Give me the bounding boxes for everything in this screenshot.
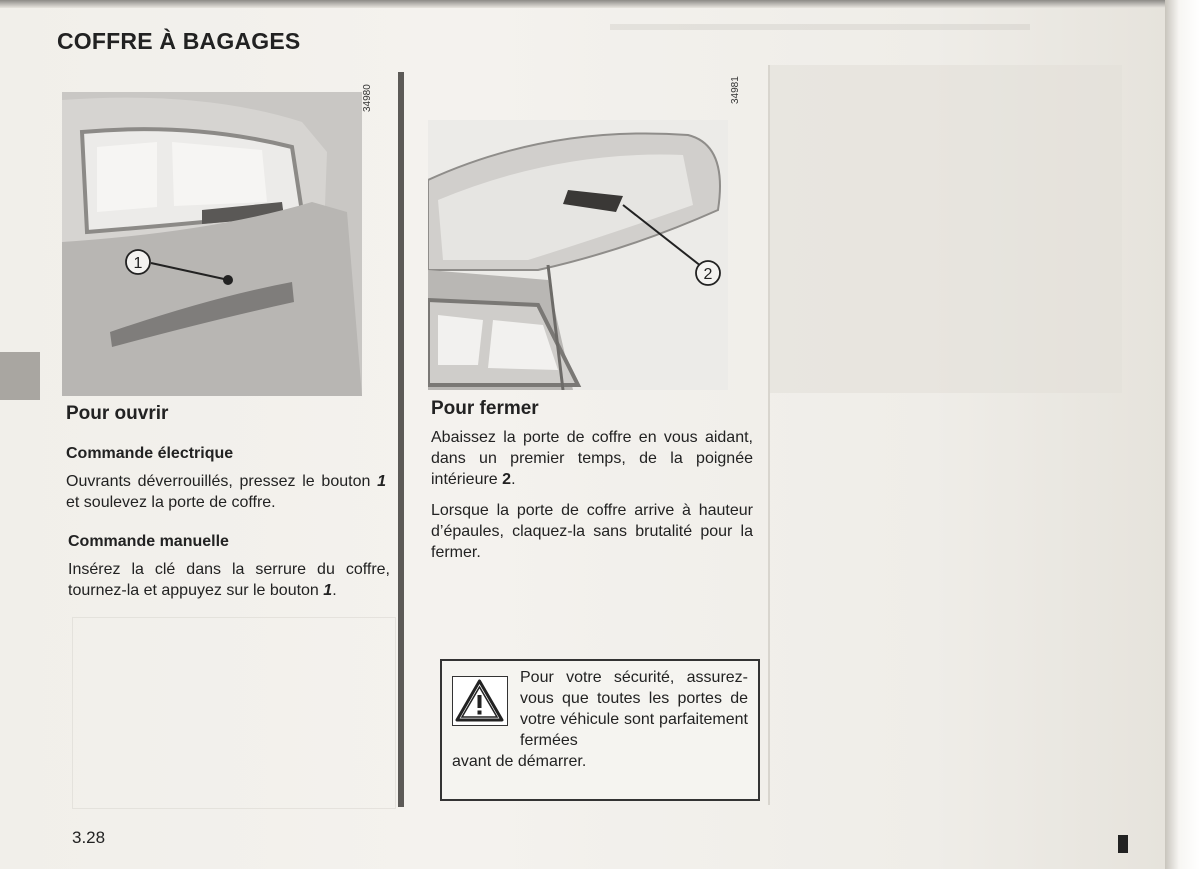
book-spine-edge <box>1165 0 1200 869</box>
show-through-text: ▬▬▬▬▬▬▬▬▬▬▬▬▬▬▬▬▬▬▬▬▬ <box>610 13 1030 35</box>
show-through-image <box>768 65 1122 393</box>
column-divider <box>398 72 404 807</box>
handle-ref-2: 2 <box>502 471 512 488</box>
page-top-shadow <box>0 0 1165 8</box>
close-text-part-1: Abaissez la porte de coffre en vous aidant, dans un premier temps, de la poignée intérieure <box>431 429 753 488</box>
close-paragraph-2: Lorsque la porte de coffre arrive à hauteur d’épaules, claquez-la sans brutalité pour la fermer. <box>431 502 753 561</box>
marker-1-label: 1 <box>133 255 143 272</box>
manual-command-heading: Commande manuelle <box>68 533 229 550</box>
electric-text-part-2: et soulevez la porte de coffre. <box>66 494 276 511</box>
open-hatch-illustration <box>428 120 728 390</box>
manual-command-text <box>68 559 390 601</box>
close-heading: Pour fermer <box>431 398 539 419</box>
button-ref-1b: 1 <box>323 582 333 599</box>
figure-open-hatch <box>428 120 728 390</box>
electric-command-heading: Commande électrique <box>66 445 234 462</box>
figure-rear-hatch <box>62 92 362 396</box>
show-through-rule <box>768 65 770 805</box>
marker-2-label: 2 <box>703 266 713 283</box>
manual-text-part-2: . <box>332 582 337 599</box>
electric-text-part-1: Ouvrants déverrouillés, pressez le bouton <box>66 473 378 490</box>
page-title: COFFRE À BAGAGES <box>57 28 301 54</box>
figure-number-1: 34980 <box>362 84 373 112</box>
page-edge-marker <box>1118 835 1128 853</box>
close-text-part-2: . <box>511 471 516 488</box>
manual-text-part-1: Insérez la clé dans la serrure du coffre, tournez-la et appuyez sur le bouton <box>68 561 390 599</box>
safety-warning-text <box>452 667 748 772</box>
rear-hatch-illustration <box>62 92 362 396</box>
show-through-box <box>72 617 396 809</box>
open-heading: Pour ouvrir <box>66 403 169 424</box>
warning-text-end: avant de démarrer. <box>452 753 587 770</box>
safety-warning-box <box>440 659 760 801</box>
warning-text-main: Pour votre sécurité, assurez-vous que toutes les portes de votre véhicule sont parfaitement fermées <box>520 669 748 749</box>
close-paragraph-1 <box>431 427 753 490</box>
page-number: 3.28 <box>72 828 106 847</box>
button-ref-1: 1 <box>377 473 386 490</box>
figure-number-2: 34981 <box>730 76 741 104</box>
chapter-tab <box>0 352 40 400</box>
electric-command-text <box>66 471 386 513</box>
